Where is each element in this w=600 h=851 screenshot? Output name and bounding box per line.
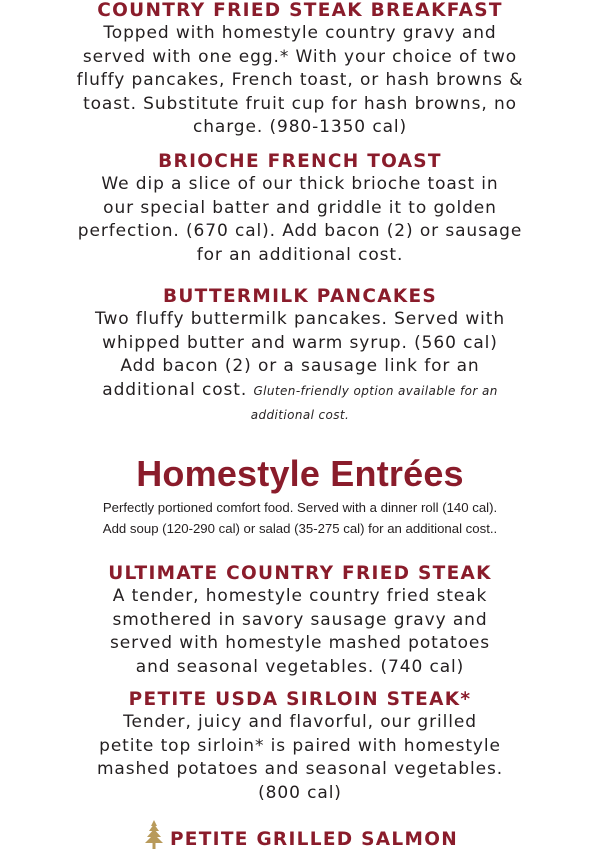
item-title: BUTTERMILK PANCAKES (162, 286, 438, 307)
item-title: ULTIMATE COUNTRY FRIED STEAK (108, 563, 492, 584)
section-desc-line: Perfectly portioned comfort food. Served with a dinner roll (140 cal). (102, 500, 498, 515)
desc-line: Add bacon (2) or a sausage link for an (120, 356, 480, 376)
section-desc-line: Add soup (120-290 cal) or salad (35-275 cal) for an additional cost.. (102, 521, 498, 536)
desc-line: our special batter and griddle it to golden (103, 197, 497, 218)
item-description (0, 308, 600, 428)
desc-line: fluffy pancakes, French toast, or hash browns & (76, 70, 524, 90)
desc-line: charge. (980-1350 cal) (192, 117, 408, 137)
item-description (0, 22, 600, 140)
desc-line: (800 cal) (258, 782, 342, 803)
item-title: PETITE USDA SIRLOIN STEAK* (128, 689, 472, 710)
section-title: Homestyle Entrées (136, 453, 464, 494)
salmon-title-row (0, 819, 600, 851)
desc-line: whipped butter and warm syrup. (560 cal) (102, 332, 498, 353)
desc-line: smothered in savory sausage gravy and (112, 609, 488, 630)
desc-line (8, 403, 592, 428)
item-title: BRIOCHE FRENCH TOAST (158, 151, 442, 172)
menu-item-brioche-french-toast (0, 151, 600, 267)
gluten-note-cont: additional cost. (250, 408, 350, 422)
desc-line: toast. Substitute fruit cup for hash browns, no (83, 93, 517, 114)
desc-line: Tender, juicy and flavorful, our grilled (123, 712, 477, 732)
menu-item-petite-grilled-salmon (0, 819, 600, 851)
desc-line: served with one egg.* With your choice of two (82, 46, 518, 67)
item-description (0, 711, 600, 805)
desc-line: perfection. (670 cal). Add bacon (2) or sausage (77, 221, 523, 241)
desc-line: mashed potatoes and seasonal vegetables. (96, 759, 504, 779)
desc-line: served with homestyle mashed potatoes (109, 633, 491, 653)
menu-item-buttermilk-pancakes (0, 286, 600, 428)
tree-icon (142, 819, 166, 851)
item-description (0, 173, 600, 267)
section-description (0, 497, 600, 539)
section-homestyle-entrees (0, 453, 600, 539)
desc-line: and seasonal vegetables. (740 cal) (135, 656, 465, 677)
item-title: PETITE GRILLED SALMON (169, 829, 459, 850)
desc-line-text: additional cost. (102, 379, 248, 400)
menu-item-country-fried-steak-breakfast (0, 0, 600, 140)
desc-line: Two fluffy buttermilk pancakes. Served with (94, 309, 506, 329)
menu-item-petite-sirloin-steak (0, 689, 600, 805)
item-title: COUNTRY FRIED STEAK BREAKFAST (97, 0, 503, 21)
desc-line: petite top sirloin* is paired with homestyle (99, 735, 501, 756)
desc-line: We dip a slice of our thick brioche toast in (101, 174, 499, 194)
desc-line (8, 379, 592, 404)
item-description (0, 585, 600, 679)
menu-item-ultimate-country-fried-steak (0, 563, 600, 679)
desc-line: Topped with homestyle country gravy and (103, 23, 497, 43)
desc-line: A tender, homestyle country fried steak (112, 586, 488, 606)
desc-line: for an additional cost. (196, 244, 404, 265)
gluten-note: Gluten-friendly option available for an (253, 383, 498, 398)
